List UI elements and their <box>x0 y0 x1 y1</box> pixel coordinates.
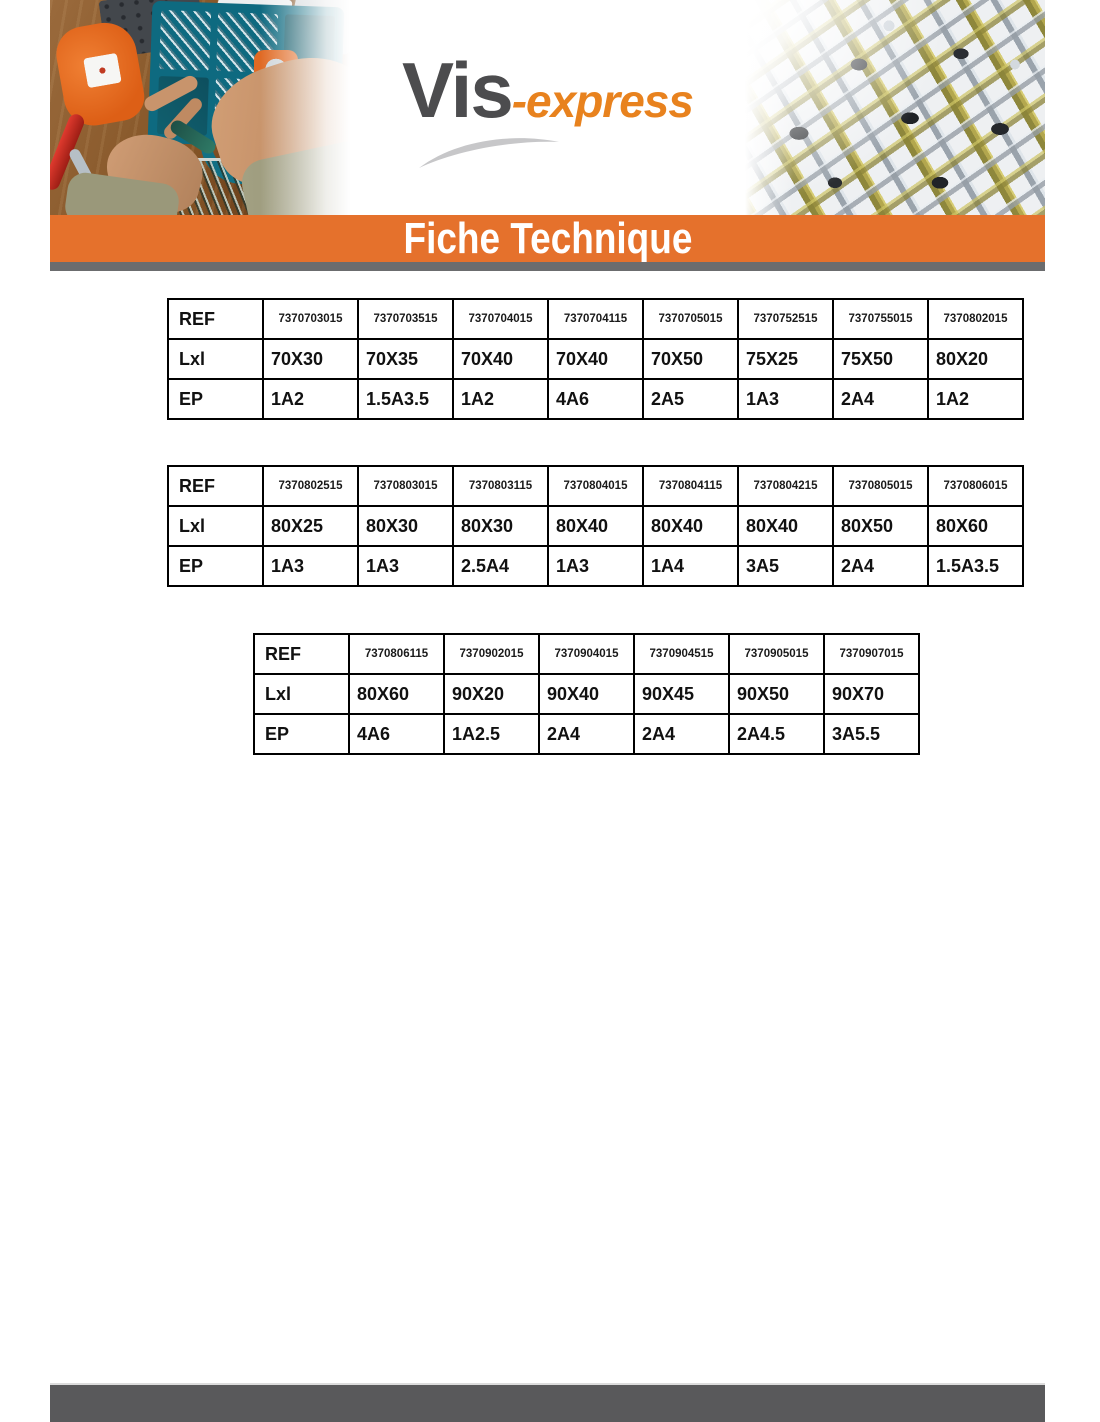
dimension-cell: 90X50 <box>729 674 824 714</box>
photo-fade-overlay <box>745 0 1045 215</box>
ref-cell: 7370802515 <box>263 466 358 506</box>
thickness-cell: 1A2 <box>263 379 358 419</box>
ref-cell: 7370904015 <box>539 634 634 674</box>
gray-swoosh-icon <box>413 130 563 170</box>
table-row <box>254 634 919 674</box>
table-row <box>254 674 919 714</box>
dimension-cell: 70X40 <box>548 339 643 379</box>
row-label: REF <box>168 299 263 339</box>
spec-table-2 <box>167 465 1024 587</box>
thickness-cell: 1A2.5 <box>444 714 539 754</box>
ref-cell: 7370803015 <box>358 466 453 506</box>
dimension-cell: 80X40 <box>548 506 643 546</box>
thickness-cell: 4A6 <box>349 714 444 754</box>
row-label: REF <box>168 466 263 506</box>
ref-cell: 7370755015 <box>833 299 928 339</box>
row-label: REF <box>254 634 349 674</box>
table-row <box>168 506 1023 546</box>
spec-table <box>167 465 1024 587</box>
thickness-cell: 2A4 <box>539 714 634 754</box>
row-label: Lxl <box>254 674 349 714</box>
thickness-cell: 1.5A3.5 <box>358 379 453 419</box>
thickness-cell: 2A4 <box>634 714 729 754</box>
ref-cell: 7370705015 <box>643 299 738 339</box>
thickness-cell: 1.5A3.5 <box>928 546 1023 586</box>
ref-cell: 7370802015 <box>928 299 1023 339</box>
thickness-cell: 1A2 <box>453 379 548 419</box>
ref-cell: 7370704115 <box>548 299 643 339</box>
spec-table <box>253 633 920 755</box>
dimension-cell: 80X30 <box>453 506 548 546</box>
row-label: Lxl <box>168 506 263 546</box>
photo-fade-overlay <box>50 0 350 215</box>
spec-table-1 <box>167 298 1024 420</box>
table-row <box>168 299 1023 339</box>
thickness-cell: 2A5 <box>643 379 738 419</box>
table-row <box>168 379 1023 419</box>
dimension-cell: 70X50 <box>643 339 738 379</box>
dimension-cell: 80X60 <box>349 674 444 714</box>
ref-cell: 7370803115 <box>453 466 548 506</box>
ref-cell: 7370904515 <box>634 634 729 674</box>
ref-cell: 7370804015 <box>548 466 643 506</box>
dimension-cell: 90X70 <box>824 674 919 714</box>
dimension-cell: 80X50 <box>833 506 928 546</box>
left-photo <box>50 0 350 215</box>
dimension-cell: 80X25 <box>263 506 358 546</box>
thickness-cell: 1A4 <box>643 546 738 586</box>
row-label: Lxl <box>168 339 263 379</box>
thickness-cell: 1A3 <box>738 379 833 419</box>
dimension-cell: 80X60 <box>928 506 1023 546</box>
footer-bar <box>50 1383 1045 1422</box>
ref-cell: 7370752515 <box>738 299 833 339</box>
table-row <box>168 466 1023 506</box>
logo-wordmark <box>402 45 693 136</box>
ref-cell: 7370703015 <box>263 299 358 339</box>
thickness-cell: 2A4 <box>833 546 928 586</box>
logo-text-vis: Vis <box>402 46 512 134</box>
ref-cell: 7370905015 <box>729 634 824 674</box>
dimension-cell: 80X40 <box>738 506 833 546</box>
right-photo <box>745 0 1045 215</box>
dimension-cell: 70X30 <box>263 339 358 379</box>
ref-cell: 7370804215 <box>738 466 833 506</box>
dimension-cell: 90X40 <box>539 674 634 714</box>
ref-cell: 7370704015 <box>453 299 548 339</box>
row-label: EP <box>254 714 349 754</box>
thickness-cell: 4A6 <box>548 379 643 419</box>
thickness-cell: 3A5 <box>738 546 833 586</box>
thickness-cell: 1A3 <box>358 546 453 586</box>
ref-cell: 7370804115 <box>643 466 738 506</box>
dimension-cell: 80X30 <box>358 506 453 546</box>
logo-text-express: -express <box>511 75 693 127</box>
banner-underline <box>50 262 1045 271</box>
dimension-cell: 70X35 <box>358 339 453 379</box>
page-title: Fiche Technique <box>403 213 692 263</box>
dimension-cell: 80X40 <box>643 506 738 546</box>
spec-table-3 <box>253 633 920 755</box>
thickness-cell: 3A5.5 <box>824 714 919 754</box>
dimension-cell: 90X20 <box>444 674 539 714</box>
row-label: EP <box>168 546 263 586</box>
table-row <box>254 714 919 754</box>
thickness-cell: 2A4.5 <box>729 714 824 754</box>
ref-cell: 7370703515 <box>358 299 453 339</box>
dimension-cell: 90X45 <box>634 674 729 714</box>
ref-cell: 7370907015 <box>824 634 919 674</box>
thickness-cell: 1A3 <box>263 546 358 586</box>
ref-cell: 7370805015 <box>833 466 928 506</box>
thickness-cell: 1A2 <box>928 379 1023 419</box>
table-row <box>168 546 1023 586</box>
row-label: EP <box>168 379 263 419</box>
dimension-cell: 75X25 <box>738 339 833 379</box>
thickness-cell: 1A3 <box>548 546 643 586</box>
thickness-cell: 2.5A4 <box>453 546 548 586</box>
ref-cell: 7370902015 <box>444 634 539 674</box>
dimension-cell: 80X20 <box>928 339 1023 379</box>
ref-cell: 7370806015 <box>928 466 1023 506</box>
spec-table <box>167 298 1024 420</box>
thickness-cell: 2A4 <box>833 379 928 419</box>
page-title-banner <box>50 215 1045 262</box>
dimension-cell: 75X50 <box>833 339 928 379</box>
ref-cell: 7370806115 <box>349 634 444 674</box>
table-row <box>168 339 1023 379</box>
logo <box>350 0 745 215</box>
dimension-cell: 70X40 <box>453 339 548 379</box>
